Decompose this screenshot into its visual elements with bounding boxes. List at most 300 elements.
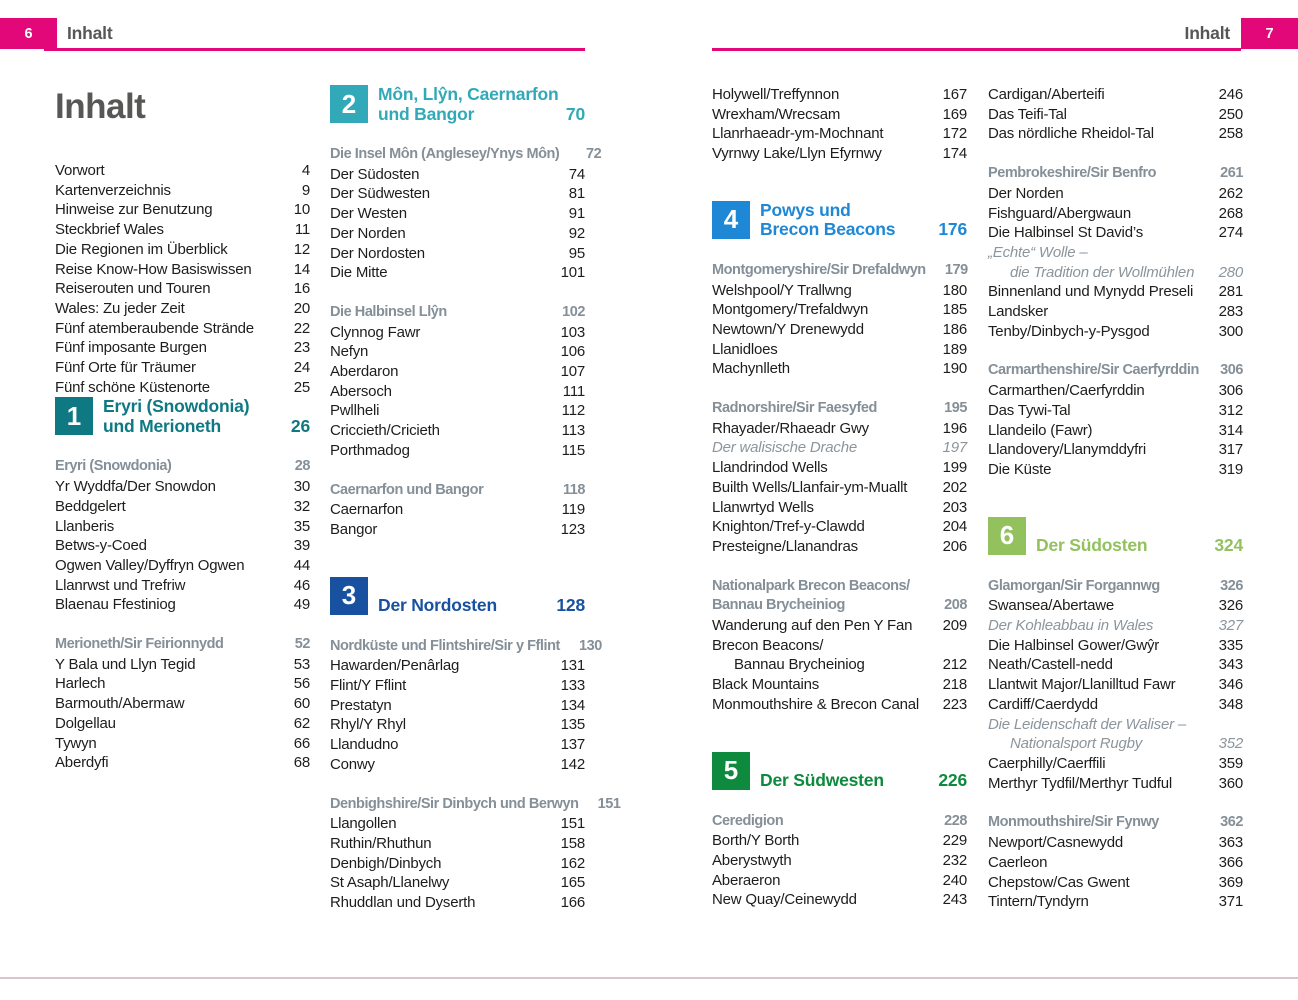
toc-entry-page: 314 [1218,421,1243,439]
subsection-heading-twoline [712,577,967,616]
toc-entry-twoline-page: 212 [942,656,967,674]
toc-entry [712,478,967,498]
toc-entry-page: 232 [942,851,967,869]
toc-entry-label: Fishguard/Abergwaun [988,204,1131,222]
toc-entry [55,279,310,299]
toc-entry-page: 162 [560,854,585,872]
toc-entry-page: 20 [293,299,310,317]
toc-entry-label: Criccieth/Cricieth [330,422,440,440]
toc-entry [988,381,1243,401]
page-title: Inhalt [55,87,146,126]
toc-entry-page: 112 [561,402,585,420]
toc-entry-label: Knighton/Tref-y-Clawdd [712,518,865,536]
toc-entry-italic-twoline-label: Die Leidenschaft der Waliser – [988,715,1186,733]
toc-entry-label: Borth/Y Borth [712,832,800,850]
toc-entry-label: Holywell/Treffynnon [712,86,840,103]
toc-entry-page: 359 [1218,754,1243,772]
toc-entry-page: 169 [942,105,967,123]
toc-entry-page: 10 [293,201,310,219]
toc-entry-page: 343 [1218,656,1243,674]
toc-entry-label: New Quay/Ceinewydd [712,891,857,909]
section-banner [55,397,310,436]
section-title-line [378,105,585,125]
toc-entry-page: 218 [942,676,967,694]
section-title-line [378,596,585,616]
toc-column-3 [712,85,967,910]
toc-entry-italic-label: Der Kohleabbau in Wales [988,617,1154,635]
toc-blocks-column-1 [55,397,310,773]
section-title-text: und Bangor [378,103,475,124]
toc-entry [55,714,310,734]
subsection-heading [712,812,967,832]
toc-entry [712,105,967,125]
toc-entry-label: Conwy [330,755,375,773]
toc-entry-page: 281 [1218,283,1243,301]
toc-entry [55,299,310,319]
toc-entry-page: 326 [1218,597,1243,615]
toc-entry-page: 319 [1218,460,1243,478]
toc-entry-page: 158 [560,834,585,852]
toc-entry-page: 246 [1218,86,1243,103]
toc-entry [988,655,1243,675]
toc-entry-label: Das Teifi-Tal [988,105,1067,123]
toc-entry [55,260,310,280]
toc-entry-page: 56 [293,675,310,693]
toc-entry [712,831,967,851]
subsection-heading-page: 326 [1220,577,1243,594]
toc-entry-label: Bangor [330,520,378,538]
header-rule-right [712,48,1241,51]
toc-entry-label: Dolgellau [55,714,116,732]
toc-entry [55,378,310,398]
toc-entry [55,674,310,694]
section-title-text: Der Südosten [1036,535,1148,556]
toc-entry-label: Presteigne/Llanandras [712,537,858,555]
toc-entry [55,220,310,240]
toc-entry [712,320,967,340]
toc-entry-page: 172 [942,125,967,143]
subsection-heading-label: Caernarfon und Bangor [330,481,484,498]
toc-entry-page: 165 [560,874,585,892]
toc-entry-label: Llanrwst und Trefriw [55,576,186,594]
running-header-right: Inhalt [1184,23,1230,43]
toc-entry-label: Wrexham/Wrecsam [712,105,841,123]
section-page-number: 128 [556,595,585,616]
subsection-heading-label: Eryri (Snowdonia) [55,458,172,475]
subsection-heading-page: 261 [1220,165,1243,182]
toc-entry-label: Llanrhaeadr-ym-Mochnant [712,125,884,143]
toc-entry-page: 166 [560,894,585,912]
toc-entry-label: Fünf Orte für Träumer [55,359,196,377]
section-title-line [103,417,310,437]
toc-entry-page: 189 [942,340,967,358]
toc-entry-page: 360 [1218,774,1243,792]
toc-entry-twoline-line1 [712,636,967,656]
toc-entry [330,834,585,854]
subsection-heading-twoline-line2 [712,596,967,616]
toc-entry-page: 312 [1218,401,1243,419]
toc-entry-italic-twoline-line1 [988,243,1243,263]
front-matter-list [55,161,310,397]
toc-entry-page: 44 [293,556,310,574]
toc-entry [55,595,310,615]
toc-entry-page: 135 [560,716,585,734]
toc-entry-label: Barmouth/Abermaw [55,695,185,713]
toc-entry-page: 113 [561,422,585,440]
toc-entry-label: Steckbrief Wales [55,221,164,239]
toc-entry [712,85,967,105]
toc-entry [988,833,1243,853]
toc-entry-page: 306 [1218,382,1243,400]
toc-entry [55,338,310,358]
subsection-heading-label: Nordküste und Flintshire/Sir y Fflint [330,637,560,654]
header-rule-left [44,48,585,51]
toc-entry-page: 74 [568,165,585,183]
subsection-heading-twoline-label: Nationalpark Brecon Beacons/ [712,577,910,594]
toc-entry [330,814,585,834]
section-title-text: Der Nordosten [378,595,497,616]
toc-entry [712,144,967,164]
toc-entry [988,302,1243,322]
subsection-heading [988,164,1243,184]
section-banner [330,85,585,124]
toc-entry-page: 11 [294,221,310,239]
section-title-text: Der Südwesten [760,770,884,791]
spacer [988,144,1243,164]
page-number-box-right: 7 [1241,18,1298,49]
section-title [760,752,967,791]
section-number-badge: 3 [330,577,368,615]
toc-entry [55,200,310,220]
toc-entry-label: Die Küste [988,460,1052,478]
toc-column-2 [330,84,621,913]
subsection-heading [988,361,1243,381]
toc-entry-page: 49 [293,596,310,614]
toc-entry-page: 119 [561,501,585,519]
toc-entry-label: Der Südwesten [330,185,430,203]
toc-entry-page: 209 [942,617,967,635]
toc-entry-page: 53 [293,655,310,673]
toc-entry-page: 196 [942,419,967,437]
subsection-heading-label: Die Halbinsel Llŷn [330,303,447,320]
toc-entry [712,281,967,301]
subsection-heading-page: 52 [294,636,310,653]
toc-entry-page: 283 [1218,303,1243,321]
toc-entry [712,871,967,891]
section-number-badge: 4 [712,201,750,239]
toc-entry [55,734,310,754]
toc-entry [988,85,1243,105]
toc-entry [712,498,967,518]
toc-entry [712,359,967,379]
section-title [378,577,585,616]
toc-entry-label: Machynlleth [712,360,790,378]
toc-entry-page: 12 [293,240,310,258]
toc-entry-page: 369 [1218,873,1243,891]
toc-entry [330,735,585,755]
toc-entry-label: Beddgelert [55,497,126,515]
toc-entry-page: 204 [942,518,967,536]
toc-entry-label: Porthmadog [330,441,410,459]
subsection-heading [55,635,310,655]
toc-entry [330,500,585,520]
toc-entry-label: Rhayader/Rhaeadr Gwy [712,419,869,437]
subsection-heading-label: Carmarthenshire/Sir Caerfyrddin [988,362,1199,379]
toc-entry-page: 258 [1218,125,1243,143]
toc-entry-label: Landsker [988,303,1049,321]
section-title-text: Powys und [760,199,851,220]
toc-entry [988,421,1243,441]
subsection-heading-label: Montgomeryshire/Sir Drefaldwyn [712,261,926,278]
toc-entry [988,596,1243,616]
toc-entry-label: Pwllheli [330,402,380,420]
toc-entry-italic-page: 327 [1218,617,1243,635]
toc-entry-label: Der Norden [330,224,406,242]
toc-entry-page: 185 [942,301,967,319]
toc-entry [330,676,585,696]
toc-entry-label: Denbigh/Dinbych [330,854,442,872]
subsection-heading [330,795,621,815]
subsection-heading-page: 179 [944,261,968,278]
toc-entry-page: 335 [1218,636,1243,654]
toc-entry-label: Hinweise zur Benutzung [55,201,213,219]
toc-entry-label: Neath/Castell-nedd [988,656,1113,674]
section-title-line [378,85,585,105]
toc-column-4 [988,85,1243,912]
toc-entry-italic-twoline-label: Nationalsport Rugby [1010,735,1143,753]
toc-entry-page: 60 [293,695,310,713]
toc-blocks-column-3 [712,85,967,910]
section-title [760,201,967,240]
subsection-heading-page: 130 [579,637,602,654]
toc-entry-page: 95 [568,244,585,262]
section-page-number: 70 [565,103,585,124]
toc-entry-label: Llandrindod Wells [712,459,828,477]
section-title-text: Brecon Beacons [760,219,896,240]
section-title-line [760,220,967,240]
toc-entry [712,340,967,360]
toc-entry-page: 62 [293,714,310,732]
toc-entry-twoline-label: Brecon Beacons/ [712,636,824,654]
subsection-heading-page: 102 [562,303,585,320]
toc-entry-page: 268 [1218,204,1243,222]
toc-entry-label: Llantwit Major/Llanilltud Fawr [988,676,1176,694]
toc-entry [330,873,585,893]
toc-entry [988,440,1243,460]
toc-entry-label: Newtown/Y Drenewydd [712,320,864,338]
toc-entry [330,184,585,204]
toc-entry [55,517,310,537]
toc-entry-label: Cardigan/Aberteifi [988,86,1105,103]
toc-entry-label: Llandovery/Llanymddyfri [988,441,1146,459]
toc-entry-page: 115 [561,441,585,459]
toc-entry-italic-twoline-line2 [988,263,1243,283]
toc-entry [330,362,585,382]
toc-entry [55,240,310,260]
toc-entry-page: 35 [293,517,310,535]
toc-entry-italic-twoline-label: „Echte“ Wolle – [988,243,1088,261]
toc-entry [330,520,585,540]
subsection-heading-page: 306 [1220,362,1243,379]
toc-entry-label: Ruthin/Rhuthun [330,834,432,852]
toc-entry-label: Hawarden/Penârlag [330,657,460,675]
toc-entry-page: 68 [293,754,310,772]
toc-entry-label: Harlech [55,675,106,693]
toc-entry-label: Llangollen [330,815,397,833]
toc-entry-page: 346 [1218,676,1243,694]
toc-entry-page: 274 [1218,224,1243,242]
section-page-number: 176 [938,219,967,240]
toc-entry [988,853,1243,873]
toc-entry-label: Aberaeron [712,871,781,889]
toc-entry-italic-twoline-label: die Tradition der Wollmühlen [1010,263,1195,281]
toc-entry [988,184,1243,204]
toc-entry-label: Clynnog Fawr [330,323,421,341]
subsection-heading-label: Pembrokeshire/Sir Benfro [988,165,1157,182]
toc-entry-page: 174 [942,145,967,163]
section-title-line [1036,536,1243,556]
subsection-heading-label: Monmouthshire/Sir Fynwy [988,814,1159,831]
section-banner [712,201,967,240]
toc-entry [330,656,585,676]
toc-entry-label: Montgomery/Trefaldwyn [712,301,869,319]
toc-entry-label: Das nördliche Rheidol-Tal [988,125,1154,143]
spacer [330,775,585,795]
toc-entry [712,458,967,478]
toc-entry-label: Caerphilly/Caerffili [988,754,1106,772]
toc-entry [712,517,967,537]
toc-entry-label: Swansea/Abertawe [988,597,1115,615]
toc-entry-label: Wales: Zu jeder Zeit [55,299,185,317]
toc-entry-page: 4 [301,162,310,179]
toc-entry-page: 111 [562,382,585,400]
toc-entry-label: Betws-y-Coed [55,537,147,555]
toc-entry [330,342,585,362]
toc-entry-page: 123 [560,520,585,538]
section-page-number: 26 [290,415,310,436]
toc-entry [988,204,1243,224]
toc-entry [330,323,585,343]
toc-entry-italic-page: 197 [942,439,967,457]
section-title-line [103,397,310,417]
section-banner [988,517,1243,556]
toc-entry [988,675,1243,695]
toc-entry-page: 366 [1218,853,1243,871]
toc-entry-italic-twoline [988,243,1243,282]
toc-entry-label: Ogwen Valley/Dyffryn Ogwen [55,556,245,574]
toc-entry-label: Rhuddlan und Dyserth [330,894,476,912]
toc-entry [988,754,1243,774]
section-title-line [760,201,967,221]
toc-entry-twoline [712,636,967,675]
toc-entry [712,537,967,557]
toc-entry [712,300,967,320]
toc-entry-page: 371 [1218,893,1243,911]
toc-entry-page: 180 [942,281,967,299]
subsection-heading [988,577,1243,597]
toc-entry-label: Aberystwyth [712,851,792,869]
toc-entry [988,105,1243,125]
toc-entry-label: Die Regionen im Überblick [55,240,228,258]
subsection-heading [330,303,585,323]
subsection-heading [330,481,585,501]
toc-entry-page: 206 [942,537,967,555]
toc-entry-label: Builth Wells/Llanfair-ym-Muallt [712,478,908,496]
subsection-heading-label: Denbighshire/Sir Dinbych und Berwyn [330,795,579,812]
toc-entry-page: 137 [560,736,585,754]
toc-entry-label: Reise Know-How Basiswissen [55,260,252,278]
toc-entry-label: Newport/Casnewydd [988,834,1123,852]
toc-entry-label: St Asaph/Llanelwy [330,874,450,892]
toc-entry-label: Aberdyfi [55,754,109,772]
toc-entry-label: Nefyn [330,343,369,361]
toc-entry [55,319,310,339]
toc-entry [55,536,310,556]
section-title [103,397,310,436]
toc-entry-label: Blaenau Ffestiniog [55,596,176,614]
toc-column-1 [55,85,310,773]
subsection-heading-page: 362 [1220,814,1243,831]
toc-entry-twoline-label: Bannau Brycheiniog [734,656,865,674]
toc-blocks-column-4 [988,85,1243,912]
toc-entry [330,696,585,716]
toc-entry-label: Chepstow/Cas Gwent [988,873,1130,891]
toc-entry-label: Der Norden [988,184,1064,202]
toc-entry-page: 24 [293,359,310,377]
toc-entry-page: 66 [293,734,310,752]
toc-entry-label: Die Mitte [330,264,388,282]
toc-blocks-column-2 [330,84,621,913]
toc-entry-italic-twoline-page: 280 [1218,263,1243,281]
toc-entry-label: Prestatyn [330,696,392,714]
subsection-heading-page: 118 [562,481,585,498]
toc-entry [55,358,310,378]
subsection-heading-label: Die Insel Môn (Anglesey/Ynys Môn) [330,146,560,162]
toc-entry [330,893,585,913]
toc-entry-label: Caernarfon [330,501,404,519]
toc-entry-label: Rhyl/Y Rhyl [330,716,406,734]
toc-entry-label: Llandeilo (Fawr) [988,421,1093,439]
toc-entry [55,655,310,675]
toc-entry-page: 16 [293,280,310,298]
toc-entry-label: Yr Wyddfa/Der Snowdon [55,478,216,496]
section-page-number: 324 [1214,535,1243,556]
toc-entry-page: 202 [942,478,967,496]
toc-entry-italic-twoline-line2 [988,734,1243,754]
toc-entry [330,382,585,402]
toc-entry-label: Carmarthen/Caerfyrddin [988,382,1145,400]
toc-entry-label: Merthyr Tydfil/Merthyr Tudful [988,774,1172,792]
toc-entry-italic-twoline [988,715,1243,754]
toc-entry [330,401,585,421]
toc-entry [330,755,585,775]
spacer [55,615,310,635]
toc-entry [988,322,1243,342]
subsection-heading-label: Glamorgan/Sir Forgannwg [988,577,1160,594]
toc-entry-label: Black Mountains [712,676,820,694]
toc-entry-page: 186 [942,320,967,338]
toc-entry-page: 363 [1218,834,1243,852]
toc-entry-page: 317 [1218,441,1243,459]
section-title-text: Môn, Llŷn, Caernarfon [378,84,559,104]
toc-entry-label: Binnenland und Mynydd Preseli [988,283,1194,301]
toc-entry-page: 223 [942,695,967,713]
toc-entry [988,282,1243,302]
subsection-heading-twoline-page: 208 [944,597,967,614]
running-header-left: Inhalt [67,23,113,43]
spacer [330,461,585,481]
toc-entry [55,497,310,517]
